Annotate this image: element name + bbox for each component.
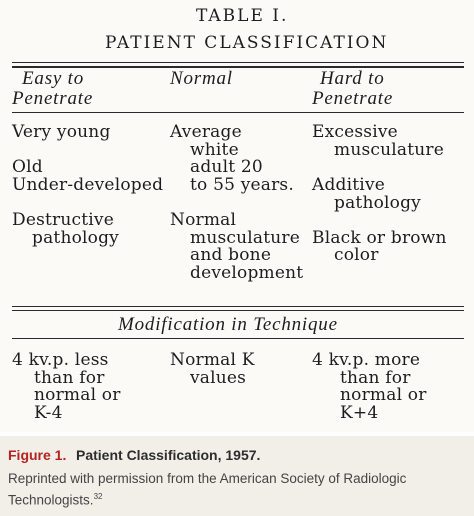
mod-hard-line3: normal or <box>340 385 427 405</box>
easy-destructive: Destructive <box>12 210 114 230</box>
modification-rule-lower <box>12 338 464 339</box>
normal-and-bone: and bone <box>190 245 272 265</box>
modification-heading: Modification in Technique <box>118 314 338 335</box>
mod-normal-line2: values <box>190 368 247 388</box>
header-easy-line2: Penetrate <box>12 88 94 109</box>
normal-development: development <box>190 263 304 283</box>
hard-color: color <box>334 245 379 265</box>
mod-easy-line3: normal or <box>34 385 121 405</box>
mod-hard-line2: than for <box>340 368 411 388</box>
normal-white: white <box>190 140 239 160</box>
header-normal: Normal <box>170 68 233 89</box>
figure-credit-ref: 32 <box>93 492 103 501</box>
easy-pathology: pathology <box>32 228 119 248</box>
header-easy-line1: Easy to <box>22 68 85 89</box>
hard-black-or-brown: Black or brown <box>312 228 447 248</box>
table-title: PATIENT CLASSIFICATION <box>105 33 389 53</box>
header-hard-line2: Penetrate <box>312 88 394 109</box>
normal-normal: Normal <box>170 210 237 230</box>
mod-easy-line4: K-4 <box>34 403 63 423</box>
normal-average: Average <box>170 122 242 142</box>
figure-title: Patient Classification, 1957. <box>76 447 261 463</box>
top-rule-upper <box>12 62 464 63</box>
modification-rule-upper-b <box>12 310 464 311</box>
table-number: TABLE I. <box>196 6 289 26</box>
mod-hard-line4: K+4 <box>340 403 379 423</box>
mod-hard-line1: 4 kv.p. more <box>312 350 421 370</box>
normal-to-55-years: to 55 years. <box>190 175 294 195</box>
normal-adult-20: adult 20 <box>190 157 263 177</box>
figure-credit-text: Reprinted with permission from the American Society of Radiologic Technologists. <box>8 471 407 508</box>
hard-additive: Additive <box>312 175 386 195</box>
easy-under-developed: Under-developed <box>12 175 164 195</box>
easy-very-young: Very young <box>12 122 111 142</box>
header-hard-line1: Hard to <box>320 68 385 89</box>
hard-pathology: pathology <box>334 193 421 213</box>
hard-musculature: musculature <box>334 140 445 160</box>
normal-musculature: musculature <box>190 228 301 248</box>
easy-old: Old <box>12 157 43 177</box>
figure-credit <box>8 470 468 510</box>
hard-excessive: Excessive <box>312 122 398 142</box>
mod-easy-line2: than for <box>34 368 105 388</box>
mod-normal-line1: Normal K <box>170 350 255 370</box>
header-rule <box>12 112 464 113</box>
modification-rule-upper-a <box>12 306 464 307</box>
mod-easy-line1: 4 kv.p. less <box>12 350 109 370</box>
figure-label: Figure 1. <box>8 447 67 463</box>
